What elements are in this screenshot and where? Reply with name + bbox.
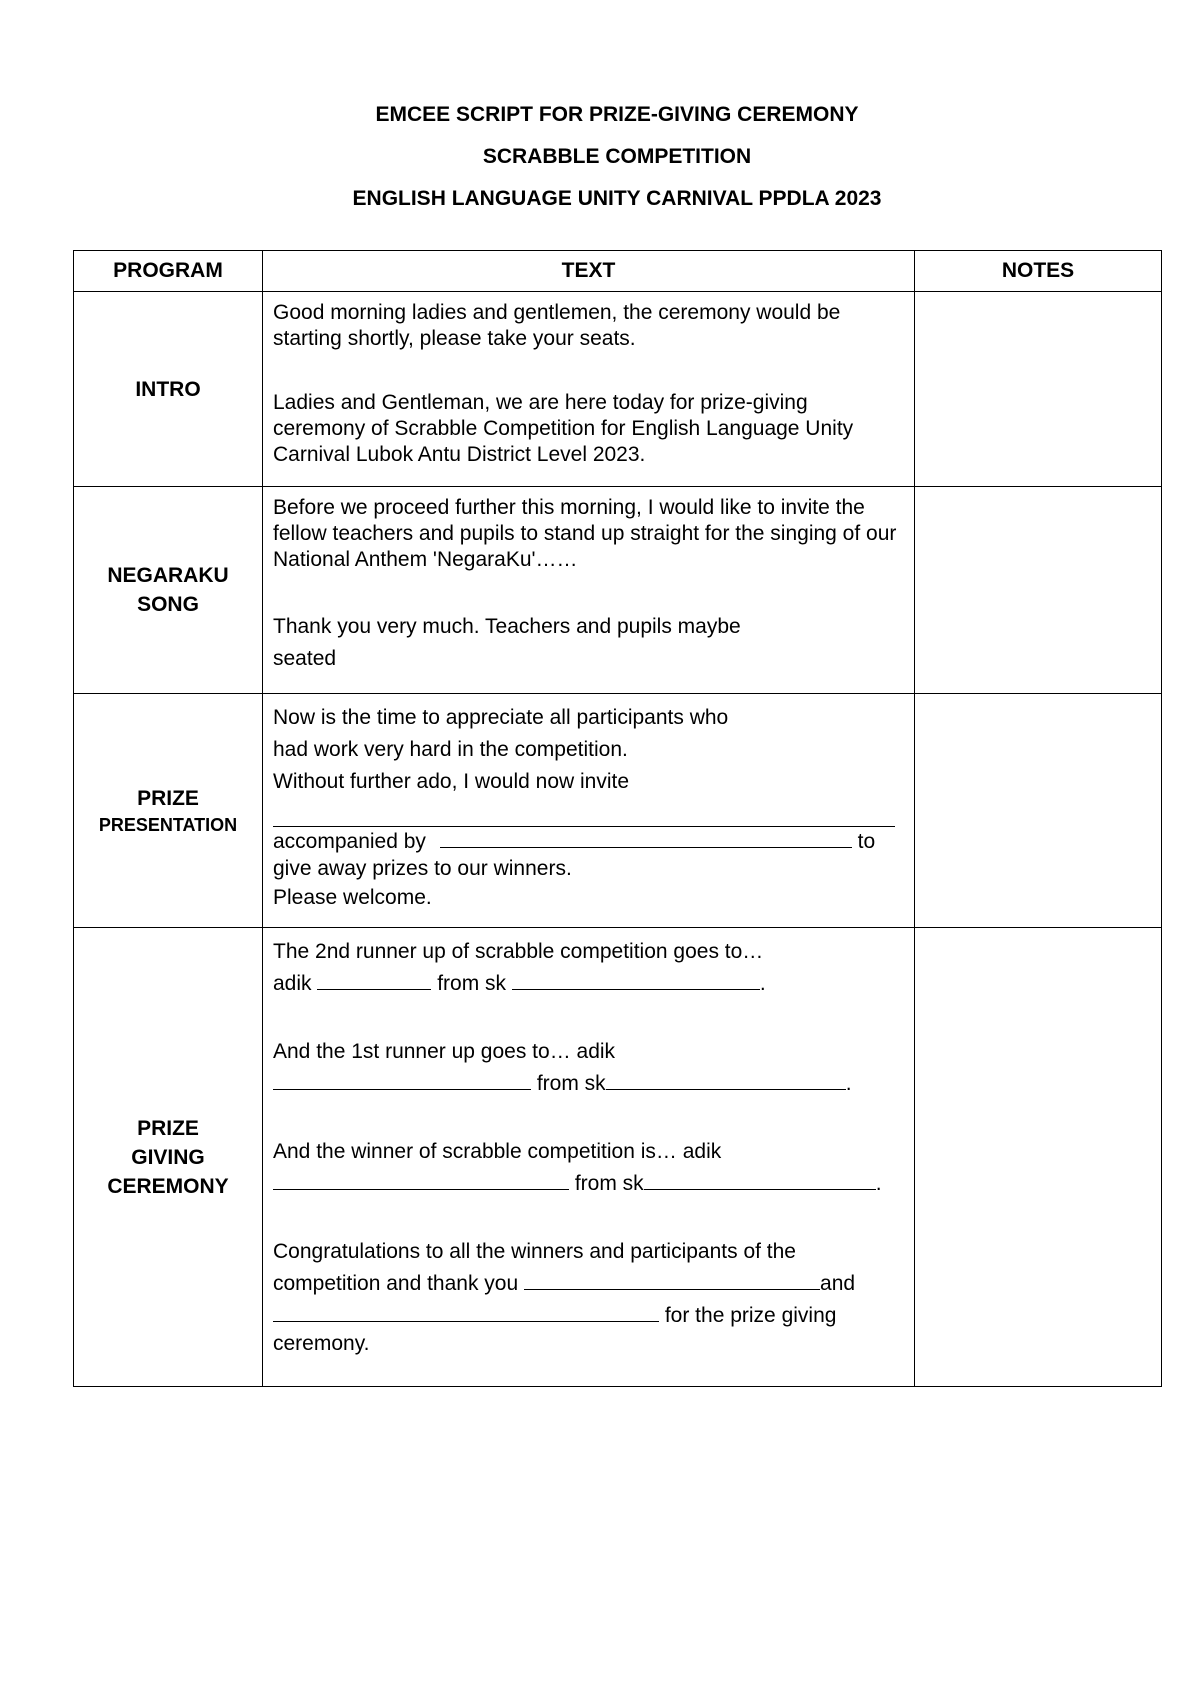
- program-label: CEREMONY: [107, 1174, 229, 1198]
- script-line: [273, 1300, 904, 1332]
- script-text: .: [875, 1172, 882, 1195]
- program-cell-negaraku-song: [74, 487, 263, 694]
- column-header-notes: NOTES: [915, 251, 1162, 292]
- column-header-program: PROGRAM: [74, 251, 263, 292]
- first-runner-name-blank: [273, 1069, 531, 1090]
- script-text: and: [820, 1272, 856, 1295]
- script-text: from sk: [574, 1172, 644, 1195]
- script-line: Thank you very much. Teachers and pupils maybe: [273, 615, 741, 638]
- script-line: The 2nd runner up of scrabble competition goes to…: [273, 940, 764, 963]
- script-text: to: [857, 830, 876, 853]
- text-cell-prize-giving-ceremony: [263, 928, 915, 1387]
- program-label: PRESENTATION: [98, 815, 238, 835]
- program-label: SONG: [137, 593, 199, 616]
- document-subtitle: SCRABBLE COMPETITION: [482, 145, 752, 168]
- script-paragraph: Before we proceed further this morning, I would like to invite the fellow teachers and pupils to stand up straight for the singing of our National Anthem 'NegaraKu'……: [273, 496, 897, 571]
- script-text: .: [759, 972, 766, 995]
- program-cell-prize-presentation: [74, 694, 263, 928]
- script-text: from sk: [536, 1072, 606, 1095]
- script-line: give away prizes to our winners.: [273, 857, 572, 880]
- program-cell-intro: [74, 292, 263, 487]
- script-text: competition and thank you: [273, 1272, 519, 1295]
- table-row-negaraku-song: [74, 487, 1162, 694]
- table-row-intro: [74, 292, 1162, 487]
- script-text: from sk: [437, 972, 507, 995]
- script-line: [273, 1068, 904, 1100]
- script-text: for the prize giving: [664, 1304, 837, 1327]
- table-row-prize-giving-ceremony: [74, 928, 1162, 1387]
- text-cell-negaraku-song: [263, 487, 915, 694]
- table-header-row: [74, 251, 1162, 292]
- script-text: adik: [273, 972, 312, 995]
- program-label: GIVING: [131, 1145, 205, 1169]
- script-line: Without further ado, I would now invite: [273, 770, 630, 793]
- script-line: seated: [273, 647, 337, 670]
- script-line: And the winner of scrabble competition is… adik: [273, 1140, 722, 1163]
- notes-cell-intro: [915, 292, 1162, 487]
- script-line: [273, 827, 904, 856]
- first-runner-school-blank: [606, 1069, 846, 1090]
- notes-cell-prize-giving-ceremony: [915, 928, 1162, 1387]
- script-line: ceremony.: [273, 1332, 370, 1355]
- script-line: [273, 968, 904, 1000]
- text-cell-prize-presentation: [263, 694, 915, 928]
- script-paragraph: Ladies and Gentleman, we are here today for prize-giving ceremony of Scrabble Competition for English Language Unity Carnival Lubok Antu District Level 2023.: [273, 391, 854, 466]
- winner-school-blank: [644, 1169, 876, 1190]
- script-line: Now is the time to appreciate all participants who: [273, 706, 729, 729]
- program-label: NEGARAKU: [107, 564, 229, 587]
- script-line: [273, 1168, 904, 1200]
- winner-name-blank: [273, 1169, 569, 1190]
- text-cell-intro: [263, 292, 915, 487]
- column-header-text: TEXT: [263, 251, 915, 292]
- program-label: PRIZE: [137, 787, 199, 810]
- script-line: [273, 1268, 904, 1300]
- script-line: Please welcome.: [273, 886, 432, 909]
- script-line: had work very hard in the competition.: [273, 738, 628, 761]
- table-row-prize-presentation: [74, 694, 1162, 928]
- script-text: accompanied by: [273, 830, 426, 853]
- script-line: And the 1st runner up goes to… adik: [273, 1040, 616, 1063]
- document-header: [0, 94, 1200, 220]
- thank-you-name-blank: [524, 1269, 820, 1290]
- second-runner-school-blank: [512, 969, 760, 990]
- accompanying-guest-blank: [440, 827, 852, 848]
- second-runner-name-blank: [317, 969, 431, 990]
- notes-cell-prize-presentation: [915, 694, 1162, 928]
- emcee-script-table: [73, 250, 1162, 1387]
- script-paragraph: Good morning ladies and gentlemen, the ceremony would be starting shortly, please take your seats.: [273, 301, 841, 350]
- notes-cell-negaraku-song: [915, 487, 1162, 694]
- document-title: EMCEE SCRIPT FOR PRIZE-GIVING CEREMONY: [375, 103, 859, 126]
- program-cell-prize-giving-ceremony: [74, 928, 263, 1387]
- guest-name-blank: [273, 804, 895, 827]
- script-line: Congratulations to all the winners and participants of the: [273, 1240, 796, 1263]
- program-label: INTRO: [135, 377, 201, 401]
- thank-you-second-name-blank: [273, 1301, 659, 1322]
- script-text: .: [845, 1072, 852, 1095]
- event-name: ENGLISH LANGUAGE UNITY CARNIVAL PPDLA 2023: [352, 187, 882, 210]
- program-label: PRIZE: [137, 1116, 199, 1140]
